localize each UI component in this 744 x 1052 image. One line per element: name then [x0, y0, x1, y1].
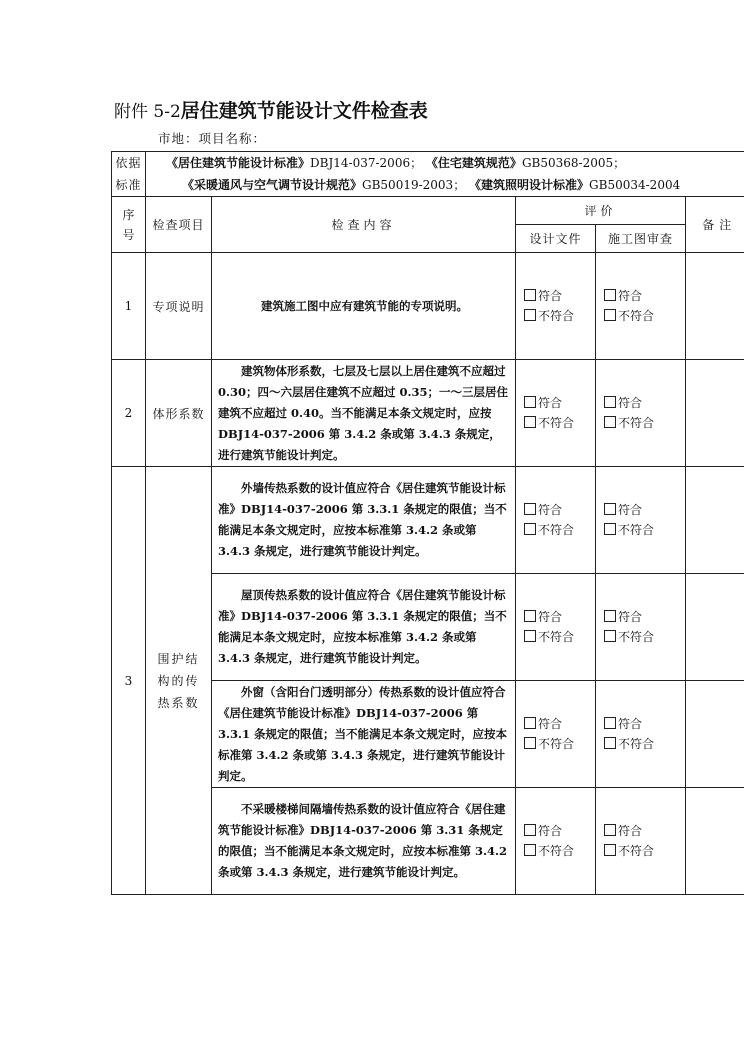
design-doc-options [516, 681, 596, 788]
checkbox-icon [604, 289, 616, 301]
basis-line-1: 《居住建筑节能设计标准》DBJ14-037-2006； 《住宅建筑规范》GB50368-2005； [146, 152, 744, 175]
fail-checkbox[interactable]: 不符合 [604, 520, 685, 540]
pass-checkbox[interactable]: 符合 [604, 500, 685, 520]
review-options [596, 360, 686, 467]
header-seq: 序 号 [112, 197, 146, 253]
row-content: 屋顶传热系数的设计值应符合《居住建筑节能设计标准》DBJ14-037-2006 第 3.3.1 条规定的限值；当不能满足本条文规定时，应按本标准第 3.4.2 条或第 3.4.3 条规定，进行建筑节能设计判定。 [212, 574, 516, 681]
row-content: 外墙传热系数的设计值应符合《居住建筑节能设计标准》DBJ14-037-2006 第 3.3.1 条规定的限值；当不能满足本条文规定时，应按本标准第 3.4.2 条或第 3.4.3 条规定，进行建筑节能设计判定。 [212, 467, 516, 574]
remark-cell[interactable] [686, 681, 744, 788]
checkbox-icon [604, 824, 616, 836]
checkbox-icon [604, 610, 616, 622]
checkbox-icon [604, 630, 616, 642]
design-doc-options [516, 788, 596, 895]
review-options [596, 788, 686, 895]
pass-checkbox[interactable]: 符合 [604, 714, 685, 734]
fail-checkbox[interactable]: 不符合 [604, 413, 685, 433]
checkbox-icon [604, 503, 616, 515]
checkbox-icon [604, 416, 616, 428]
checkbox-icon [524, 824, 536, 836]
fail-checkbox[interactable]: 不符合 [524, 413, 595, 433]
design-doc-options [516, 253, 596, 360]
pass-checkbox[interactable]: 符合 [604, 286, 685, 306]
remark-cell[interactable] [686, 360, 744, 467]
checkbox-icon [524, 717, 536, 729]
pass-checkbox[interactable]: 符合 [524, 607, 595, 627]
checkbox-icon [604, 523, 616, 535]
checkbox-icon [524, 503, 536, 515]
row-content: 建筑施工图中应有建筑节能的专项说明。 [212, 253, 516, 360]
checkbox-icon [524, 844, 536, 856]
checkbox-icon [524, 630, 536, 642]
fail-checkbox[interactable]: 不符合 [604, 841, 685, 861]
header-design-doc: 设计文件 [516, 225, 596, 253]
pass-checkbox[interactable]: 符合 [524, 500, 595, 520]
header-review: 施工图审查 [596, 225, 686, 253]
pass-checkbox[interactable]: 符合 [524, 821, 595, 841]
checkbox-icon [604, 717, 616, 729]
remark-cell[interactable] [686, 467, 744, 574]
table-row [112, 360, 744, 467]
checkbox-icon [524, 416, 536, 428]
fail-checkbox[interactable]: 不符合 [524, 520, 595, 540]
checkbox-icon [604, 309, 616, 321]
fail-checkbox[interactable]: 不符合 [604, 306, 685, 326]
checkbox-icon [524, 610, 536, 622]
row-seq: 2 [112, 360, 146, 467]
review-options [596, 574, 686, 681]
review-options [596, 253, 686, 360]
table-row [112, 467, 744, 574]
fail-checkbox[interactable]: 不符合 [524, 734, 595, 754]
pass-checkbox[interactable]: 符合 [604, 821, 685, 841]
title-main: 居住建筑节能设计文件检查表 [180, 100, 428, 122]
remark-cell[interactable] [686, 788, 744, 895]
header-item: 检查项目 [146, 197, 212, 253]
table-row [112, 253, 744, 360]
checkbox-icon [604, 844, 616, 856]
row-item: 围护结 构的传 热系数 [146, 467, 212, 895]
pass-checkbox[interactable]: 符合 [604, 607, 685, 627]
pass-checkbox[interactable]: 符合 [604, 393, 685, 413]
fail-checkbox[interactable]: 不符合 [604, 734, 685, 754]
design-doc-options [516, 360, 596, 467]
design-doc-options [516, 467, 596, 574]
basis-row-1 [112, 152, 744, 175]
row-item: 专项说明 [146, 253, 212, 360]
fail-checkbox[interactable]: 不符合 [524, 306, 595, 326]
row-content: 建筑物体形系数，七层及七层以上居住建筑不应超过 0.30；四～六层居住建筑不应超过 0.35；一～三层居住建筑不应超过 0.40。当不能满足本条文规定时，应按 DBJ14-037-2006 第 3.4.2 条或第 3.4.3 条规定，进行建筑节能设计判定。 [212, 360, 516, 467]
header-row-1 [112, 197, 744, 225]
header-remark: 备注 [686, 197, 744, 253]
fail-checkbox[interactable]: 不符合 [524, 841, 595, 861]
review-options [596, 467, 686, 574]
pass-checkbox[interactable]: 符合 [524, 714, 595, 734]
remark-cell[interactable] [686, 253, 744, 360]
remark-cell[interactable] [686, 574, 744, 681]
checkbox-icon [604, 396, 616, 408]
checkbox-icon [524, 309, 536, 321]
fail-checkbox[interactable]: 不符合 [604, 627, 685, 647]
review-options [596, 681, 686, 788]
basis-line-2: 《采暖通风与空气调节设计规范》GB50019-2003； 《建筑照明设计标准》GB50034-2004 [146, 174, 744, 197]
basis-row-2 [112, 174, 744, 197]
checkbox-icon [524, 737, 536, 749]
row-seq: 3 [112, 467, 146, 895]
title-prefix: 附件 5-2 [114, 102, 181, 122]
fail-checkbox[interactable]: 不符合 [524, 627, 595, 647]
header-evaluation: 评价 [516, 197, 686, 225]
design-doc-options [516, 574, 596, 681]
checklist-table [111, 151, 744, 895]
row-item: 体形系数 [146, 360, 212, 467]
basis-label-2: 标准 [112, 174, 146, 197]
page-title [114, 96, 428, 123]
checkbox-icon [524, 523, 536, 535]
row-content: 不采暖楼梯间隔墙传热系数的设计值应符合《居住建筑节能设计标准》DBJ14-037-2006 第 3.31 条规定的限值；当不能满足本条文规定时，应按本标准第 3.4.2 条或第 3.4.3 条规定，进行建筑节能设计判定。 [212, 788, 516, 895]
row-seq: 1 [112, 253, 146, 360]
pass-checkbox[interactable]: 符合 [524, 393, 595, 413]
pass-checkbox[interactable]: 符合 [524, 286, 595, 306]
header-content: 检查内容 [212, 197, 516, 253]
row-content: 外窗（含阳台门透明部分）传热系数的设计值应符合《居住建筑节能设计标准》DBJ14-037-2006 第 3.3.1 条规定的限值；当不能满足本条文规定时，应按本标准第 3.4.2 条或第 3.4.3 条规定，进行建筑节能设计判定。 [212, 681, 516, 788]
project-info-line: 市地：项目名称： [158, 131, 267, 146]
checkbox-icon [604, 737, 616, 749]
basis-label-1: 依据 [112, 152, 146, 175]
checkbox-icon [524, 289, 536, 301]
checkbox-icon [524, 396, 536, 408]
